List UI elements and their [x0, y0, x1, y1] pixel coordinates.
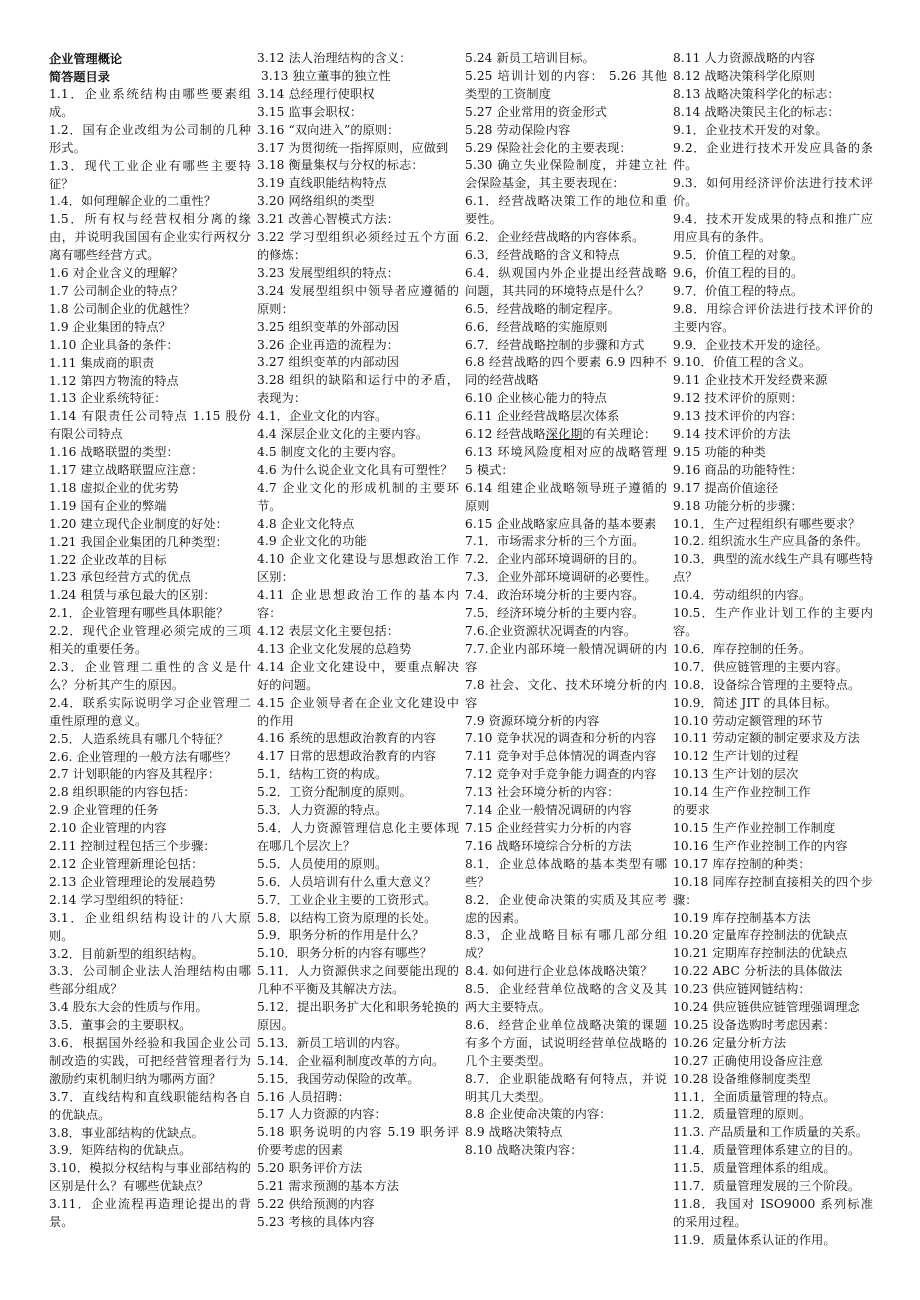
toc-item: 8.13 战略决策科学化的标志： — [673, 86, 840, 101]
toc-item: 6.8 经营战略的四个要素 6.9 四种不同的经营战略 — [465, 355, 667, 388]
toc-item: 3.13 独立董事的独立性 — [261, 68, 391, 83]
toc-item: 5.29 保险社会化的主要表现： — [465, 140, 632, 155]
toc-item: 6.13 环境风险度相对应的战略管理 5 模式： — [465, 444, 667, 477]
toc-item: 1.1．企业系统结构由哪些要素组成。 — [49, 87, 251, 119]
toc-item: 10.22 ABC 分析法的具体做法 — [673, 964, 843, 979]
toc-item: 3.3．公司制企业法人治理结构由哪些部分组成？ — [49, 964, 251, 997]
toc-item: 9.15 功能的种类 — [673, 444, 766, 459]
column-3-items — [465, 50, 667, 1160]
toc-item: 5.24 新员工培训目标。 — [465, 51, 595, 65]
toc-item: 9.12 技术评价的原则： — [673, 391, 803, 406]
toc-item: 7.16 战略环境综合分析的方法 — [465, 838, 632, 853]
toc-item: 5.5．人员使用的原则。 — [257, 856, 388, 871]
toc-item: 4.7 企业文化的形成机制的主要环节。 — [257, 480, 459, 513]
toc-item: 5.1．结构工资的构成。 — [257, 767, 388, 782]
toc-item: 11.7．质量管理发展的三个阶段。 — [673, 1179, 861, 1194]
toc-item: 3.17 为贯彻统一指挥原则，应做到 — [257, 140, 449, 155]
toc-item: 10.10 劳动定额管理的环节 — [673, 713, 823, 728]
toc-item: 3.16 “双向进入”的原则： — [257, 122, 400, 137]
toc-item: 2.2．现代企业管理必须完成的三项相关的重要任务。 — [49, 624, 251, 657]
toc-item: 6.3．经营战略的含义和特点 — [465, 247, 620, 262]
toc-item: 6.7．经营战略控制的步骤和方式 — [465, 337, 645, 352]
toc-item: 1.24 租赁与承包最大的区别： — [49, 588, 216, 603]
toc-item: 2.1．企业管理有哪些具体职能？ — [49, 606, 229, 621]
toc-item: 9.10．价值工程的含义。 — [673, 355, 812, 370]
toc-item: 7.11 竞争对手总体情况的调查内容 — [465, 749, 657, 764]
toc-item: 3.10．模拟分权结构与事业部结构的区别是什么？有哪些优缺点？ — [49, 1161, 251, 1194]
toc-item: 2.6. 企业管理的一般方法有哪些？ — [49, 749, 237, 764]
toc-item: 9.14 技术评价的方法 — [673, 427, 791, 442]
toc-item: 10.25 设备选购时考虑因素： — [673, 1017, 836, 1032]
toc-item: 4.5 制度文化的主要内容。 — [257, 444, 404, 459]
toc-item: 1.17 建立战略联盟应注意： — [49, 463, 204, 478]
toc-item: 7.4．政治环境分析的主要内容。 — [465, 588, 645, 603]
toc-item: 10.6．库存控制的任务。 — [673, 641, 812, 656]
toc-item: 2.7 计划职能的内容及其程序： — [49, 767, 221, 782]
toc-item: 10.17 库存控制的种类： — [673, 856, 811, 871]
toc-item: 9.2．企业进行技术开发应具备的条件。 — [673, 140, 873, 173]
toc-item: 2.8 组织职能的内容包括： — [49, 785, 196, 800]
toc-item: 10.16 生产作业控制工作的内容 — [673, 838, 848, 853]
toc-item: 3.9．矩阵结构的优缺点。 — [49, 1143, 192, 1158]
toc-item: 6.14 组建企业战略领导班子遵循的原则 — [465, 480, 667, 513]
toc-item: 3.4 股东大会的性质与作用。 — [49, 1000, 208, 1015]
toc-item: 7.8 社会、文化、技术环境分析的内容 — [465, 677, 667, 710]
toc-item: 1.11 集成商的职责 — [49, 355, 155, 370]
toc-item: 6.15 企业战略家应具备的基本要素 — [465, 516, 657, 531]
toc-item: 7.14 企业一般情况调研的内容 — [465, 803, 632, 818]
toc-item: 8.1．企业总体战略的基本类型有哪些？ — [465, 856, 667, 889]
toc-item: 11.3. 产品质量和工作质量的关系。 — [673, 1125, 869, 1140]
toc-item: 1.3．现代工业企业有哪些主要特征？ — [49, 158, 251, 191]
toc-item: 4.8 企业文化特点 — [257, 516, 355, 531]
toc-item: 5.3．人力资源的特点。 — [257, 803, 388, 818]
toc-item: 11.9．质量体系认证的作用。 — [673, 1232, 836, 1247]
toc-item: 8.3，企业战略目标有哪几部分组成？ — [465, 928, 667, 961]
toc-item: 7.15 企业经营实力分析的内容 — [465, 820, 632, 835]
toc-item: 5.14．企业福利制度改革的方向。 — [257, 1053, 445, 1068]
toc-item: 7.9 资源环境分析的内容 — [465, 713, 600, 728]
toc-item: 5.17 人力资源的内容： — [257, 1107, 387, 1122]
toc-item: 3.1．企业组织结构设计的八大原则。 — [49, 910, 251, 943]
toc-item: 11.5．质量管理体系的组成。 — [673, 1161, 836, 1176]
toc-item: 1.13 企业系统特征： — [49, 391, 167, 406]
toc-item: 5.10．职务分析的内容有哪些？ — [257, 946, 432, 961]
toc-item: 2.3．企业管理二重性的含义是什么？分析其产生的原因。 — [49, 660, 251, 692]
toc-item: 10.19 库存控制基本方法 — [673, 910, 811, 925]
toc-item: 1.12 第四方物流的特点 — [49, 373, 179, 388]
toc-item: 11.1．全面质量管理的特点。 — [673, 1089, 836, 1104]
toc-item: 8.2．企业使命决策的实质及其应考虑的因素。 — [465, 892, 667, 925]
toc-item: 1.16 战略联盟的类型： — [49, 445, 179, 460]
toc-item: 8.14 战略决策民主化的标志： — [673, 104, 840, 119]
toc-item: 6.4．纵观国内外企业提出经营战略问题，其共同的环境特点是什么？ — [465, 265, 667, 298]
toc-item: 10.13 生产计划的层次 — [673, 767, 799, 782]
toc-item: 10.23 供应链网链结构： — [673, 982, 811, 997]
toc-item: 8.5．企业经营单位战略的含义及其两大主要特点。 — [465, 982, 667, 1015]
toc-item: 3.15 监事会职权： — [257, 104, 363, 119]
toc-item: 10.24 供应链供应链管理强调理念 — [673, 1000, 860, 1015]
toc-item: 9.9．企业技术开发的途径。 — [673, 337, 828, 352]
toc-item: 10.15 生产作业控制工作制度 — [673, 820, 836, 835]
toc-item: 4.13 企业文化发展的总趋势 — [257, 641, 412, 656]
toc-item: 11.2．质量管理的原则。 — [673, 1107, 812, 1122]
toc-item: 10.5．生产作业计划工作的主要内容。 — [673, 606, 873, 638]
toc-item: 3.5．董事会的主要职权。 — [49, 1018, 192, 1033]
toc-item: 10.21 定期库存控制法的优缺点 — [673, 946, 848, 961]
toc-item: 5.21 需求预测的基本方法 — [257, 1179, 400, 1194]
toc-item: 4.4 深层企业文化的主要内容。 — [257, 427, 429, 442]
toc-item: 7.7.企业内部环境一般情况调研的内容 — [465, 641, 667, 674]
toc-item: 9.7．价值工程的特点。 — [673, 283, 804, 298]
toc-item: 9.5．价值工程的对象。 — [673, 247, 804, 262]
toc-item: 7.6.企业资源状况调查的内容。 — [465, 624, 637, 638]
toc-item: 9.13 技术评价的内容： — [673, 409, 803, 424]
toc-item: 3.24 发展型组织中领导者应遵循的原则： — [257, 283, 459, 316]
toc-item: 8.7．企业职能战略有何特点，并说明其几大类型。 — [465, 1071, 667, 1104]
toc-item: 5.18 职务说明的内容 5.19 职务评价要考虑的因素 — [257, 1125, 459, 1158]
toc-item: 4.11 企业思想政治工作的基本内容： — [257, 588, 459, 621]
toc-item: 5.9．职务分析的作用是什么？ — [257, 928, 425, 943]
toc-item: 9.4．技术开发成果的特点和推广应用应具有的条件。 — [673, 212, 873, 245]
toc-item: 3.8．事业部结构的优缺点。 — [49, 1125, 204, 1140]
toc-item: 10.27 正确使用设备应注意 — [673, 1053, 823, 1068]
underlined-term: 深化期 — [545, 427, 583, 442]
document-title: 企业管理概论 — [49, 52, 123, 66]
toc-item: 2.10 企业管理的内容 — [49, 821, 167, 836]
toc-item: 5.20 职务评价方法 — [257, 1161, 363, 1176]
toc-item: 9.18 功能分析的步骤： — [673, 498, 803, 513]
toc-item: 10.9．简述 JIT 的具体目标。 — [673, 695, 838, 710]
toc-item: 8.8 企业使命决策的内容： — [465, 1107, 612, 1122]
toc-item: 9.1．企业技术开发的对象。 — [673, 122, 828, 137]
toc-item: 8.11 人力资源战略的内容 — [673, 51, 816, 65]
toc-item: 4.10 企业文化建设与思想政治工作区别： — [257, 552, 459, 585]
toc-item: 3.6．根据国外经验和我国企业公司制改造的实践，可把经营管理者行为激励约束机制归纳为哪两方面？ — [49, 1036, 251, 1086]
toc-item: 2.11 控制过程包括三个步骤： — [49, 839, 216, 854]
toc-item: 5.22 供给预测的内容 — [257, 1197, 375, 1211]
toc-item: 10.26 定量分析方法 — [673, 1035, 787, 1050]
toc-item: 10.2. 组织流水生产应具备的条件。 — [673, 534, 869, 549]
toc-item: 9.3．如何用经济评价法进行技术评价。 — [673, 176, 873, 209]
toc-item: 8.6．经营企业单位战略决策的课题有多个方面，试说明经营单位战略的几个主要类型。 — [465, 1017, 667, 1068]
toc-item: 9.16 商品的功能特性： — [673, 462, 803, 477]
toc-item: 10.1．生产过程组织有哪些要求？ — [673, 516, 861, 531]
toc-item: 1.7 公司制企业的特点？ — [49, 283, 184, 298]
toc-item: 2.13 企业管理理论的发展趋势 — [49, 874, 216, 889]
toc-item: 的要求 — [673, 803, 710, 818]
toc-item: 11.8．我国对 ISO9000 系列标准的采用过程。 — [673, 1197, 873, 1229]
toc-item: 5.6．人员培训有什么重大意义？ — [257, 874, 437, 889]
toc-item: 3.21 改善心智模式方法： — [257, 212, 400, 227]
toc-item: 5.2．工资分配制度的原则。 — [257, 785, 412, 800]
toc-item: 10.11 劳动定额的制定要求及方法 — [673, 731, 860, 746]
toc-item: 2.4．联系实际说明学习企业管理二重性原理的意义。 — [49, 695, 251, 728]
toc-item: 6.6．经营战略的实施原则 — [465, 319, 608, 334]
toc-item: 5.8．以结构工资为原理的长处。 — [257, 910, 437, 925]
toc-item: 3.7．直线结构和直线职能结构各自的优缺点。 — [49, 1089, 251, 1122]
toc-item: 7.1．市场需求分析的三个方面。 — [465, 534, 645, 549]
toc-item: 4.9 企业文化的功能 — [257, 534, 367, 549]
toc-item: 8.9 战略决策特点 — [465, 1125, 563, 1140]
toc-item: 5.25 培训计划的内容： 5.26 其他类型的工资制度 — [465, 68, 667, 101]
toc-item: 10.7．供应链管理的主要内容。 — [673, 659, 848, 674]
toc-item: 10.14 生产作业控制工作 — [673, 785, 811, 800]
toc-item: 5.7．工业企业主要的工资形式。 — [257, 892, 437, 907]
toc-item: 5.12．提出职务扩大化和职务轮换的原因。 — [257, 1000, 459, 1032]
toc-item: 5.27 企业常用的资金形式 — [465, 104, 608, 119]
toc-item: 7.5．经济环境分析的主要内容。 — [465, 606, 645, 621]
toc-item: 1.19 国有企业的弊端 — [49, 498, 167, 513]
column-2 — [257, 50, 465, 1300]
toc-item: 9.11 企业技术开发经费来源 — [673, 373, 828, 388]
toc-item: 7.12 竞争对手竞争能力调查的内容 — [465, 767, 657, 782]
document-page — [49, 50, 879, 1300]
toc-item: 3.28 组织的缺陷和运行中的矛盾，表现为： — [257, 373, 459, 406]
toc-item: 6.1．经营战略决策工作的地位和重要性。 — [465, 194, 667, 227]
toc-item: 4.15 企业领导者在企业文化建设中的作用 — [257, 695, 459, 728]
toc-item: 11.4．质量管理体系建立的目的。 — [673, 1143, 861, 1158]
toc-item: 9.6，价值工程的目的。 — [673, 265, 804, 280]
toc-item: 5.4．人力资源管理信息化主要体现在哪几个层次上？ — [257, 820, 459, 853]
column-4-items — [673, 50, 873, 1250]
toc-item: 4.14 企业文化建设中，要重点解决好的问题。 — [257, 659, 459, 692]
toc-item: 5.11．人力资源供求之间要能出现的几种不平衡及其解决方法。 — [257, 964, 459, 997]
toc-item: 7.2．企业内部环境调研的目的。 — [465, 552, 645, 567]
toc-item: 8.12 战略决策科学化原则 — [673, 68, 816, 83]
toc-item: 5.16 人员招聘： — [257, 1089, 350, 1104]
toc-item: 3.22 学习型组织必须经过五个方面的修炼： — [257, 230, 459, 262]
column-2-items — [257, 50, 459, 1232]
toc-item: 1.2．国有企业改组为公司制的几种形式。 — [49, 122, 251, 155]
toc-item: 9.8．用综合评价法进行技术评价的主要内容。 — [673, 301, 873, 334]
toc-item: 1.20 建立现代企业制度的好处： — [49, 516, 228, 531]
toc-item: 2.14 学习型组织的特征： — [49, 892, 192, 907]
toc-item: 5.13．新员工培训的内容。 — [257, 1035, 408, 1050]
toc-item: 5.23 考核的具体内容 — [257, 1214, 375, 1229]
toc-item: 7.13 社会环境分析的内容： — [465, 785, 620, 800]
toc-item: 3.26 企业再造的流程为： — [257, 337, 400, 352]
toc-item: 6.11 企业经营战略层次体系 — [465, 409, 620, 424]
toc-item: 4.17 日常的思想政治教育的内容 — [257, 749, 436, 764]
toc-item: 2.12 企业管理新理论包括： — [49, 856, 204, 871]
toc-item: 8.10 战略决策内容： — [465, 1143, 583, 1158]
toc-item: 3.19 直线职能结构特点 — [257, 176, 387, 191]
document-subtitle: 简答题目录 — [49, 70, 110, 84]
toc-item: 10.20 定量库存控制法的优缺点 — [673, 928, 848, 943]
toc-item: 10.12 生产计划的过程 — [673, 749, 799, 764]
toc-item: 1.6 对企业含义的理解？ — [49, 266, 184, 281]
toc-item: 3.23 发展型组织的特点： — [257, 265, 400, 280]
toc-item: 4.6 为什么说企业文化具有可塑性？ — [257, 462, 453, 477]
toc-item: 3.14 总经理行使职权 — [257, 86, 375, 101]
toc-item: 10.8．设备综合管理的主要特点。 — [673, 677, 861, 692]
toc-item: 5.30 确立失业保险制度，并建立社会保险基金，其主要表现在： — [465, 158, 667, 191]
toc-item: 6.2．企业经营战略的内容体系。 — [465, 230, 645, 245]
column-1 — [49, 50, 257, 1300]
toc-item: 10.28 设备维修制度类型 — [673, 1071, 811, 1086]
toc-item: 4.16 系统的思想政治教育的内容 — [257, 731, 436, 746]
toc-item: 1.9 企业集团的特点？ — [49, 319, 171, 334]
toc-item: 3.11．企业流程再造理论提出的背景。 — [49, 1197, 251, 1230]
toc-item: 6.10 企业核心能力的特点 — [465, 391, 608, 406]
toc-item: 10.3．典型的流水线生产具有哪些特点？ — [673, 552, 873, 585]
toc-item: 1.23 承包经营方式的优点 — [49, 570, 192, 585]
toc-item: 2.5．人造系统具有哪几个特征？ — [49, 731, 229, 746]
toc-item: 6.12 经营战略深化期的有关理论： — [465, 427, 657, 442]
toc-item: 4.12 表层文化主要包括： — [257, 624, 400, 638]
toc-item: 7.10 竞争状况的调查和分析的内容 — [465, 731, 657, 746]
toc-item: 3.25 组织变革的外部动因 — [257, 319, 400, 334]
toc-item: 1.4．如何理解企业的二重性？ — [49, 194, 217, 209]
toc-item: 3.12 法人治理结构的含义： — [257, 51, 412, 65]
toc-item: 1.8 公司制企业的优越性？ — [49, 301, 196, 316]
column-4 — [673, 50, 879, 1300]
toc-item: 4.1．企业文化的内容。 — [257, 409, 388, 424]
toc-item: 9.17 提高价值途径 — [673, 480, 779, 495]
toc-item: 1.18 虚拟企业的优劣势 — [49, 480, 179, 495]
toc-item: 7.3．企业外部环境调研的必要性。 — [465, 570, 657, 585]
toc-item: 8.4. 如何进行企业总体战略决策？ — [465, 964, 653, 979]
toc-item: 3.20 网络组织的类型 — [257, 194, 375, 209]
column-1-items — [49, 86, 251, 1232]
toc-item: 1.5．所有权与经营权相分离的缘由，并说明我国国有企业实行两权分离有哪些经营方式。 — [49, 212, 251, 263]
toc-item: 5.28 劳动保险内容 — [465, 122, 571, 137]
toc-item: 1.14 有限责任公司特点 1.15 股份有限公司特点 — [49, 409, 251, 442]
column-3 — [465, 50, 673, 1300]
toc-item: 3.27 组织变革的内部动因 — [257, 355, 400, 370]
toc-item: 1.21 我国企业集团的几种类型： — [49, 534, 228, 549]
toc-item: 1.22 企业改革的目标 — [49, 552, 167, 567]
toc-item: 6.5．经营战略的制定程序。 — [465, 301, 620, 316]
toc-item: 1.10 企业具备的条件： — [49, 337, 179, 352]
toc-item: 10.18 同库存控制直接相关的四个步骤： — [673, 874, 873, 907]
toc-item: 3.18 衡量集权与分权的标志： — [257, 158, 424, 173]
toc-item: 5.15．我国劳动保险的改革。 — [257, 1071, 420, 1086]
toc-item: 2.9 企业管理的任务 — [49, 803, 159, 818]
toc-item: 10.4．劳动组织的内容。 — [673, 588, 812, 603]
toc-item: 3.2．目前新型的组织结构。 — [49, 946, 204, 961]
